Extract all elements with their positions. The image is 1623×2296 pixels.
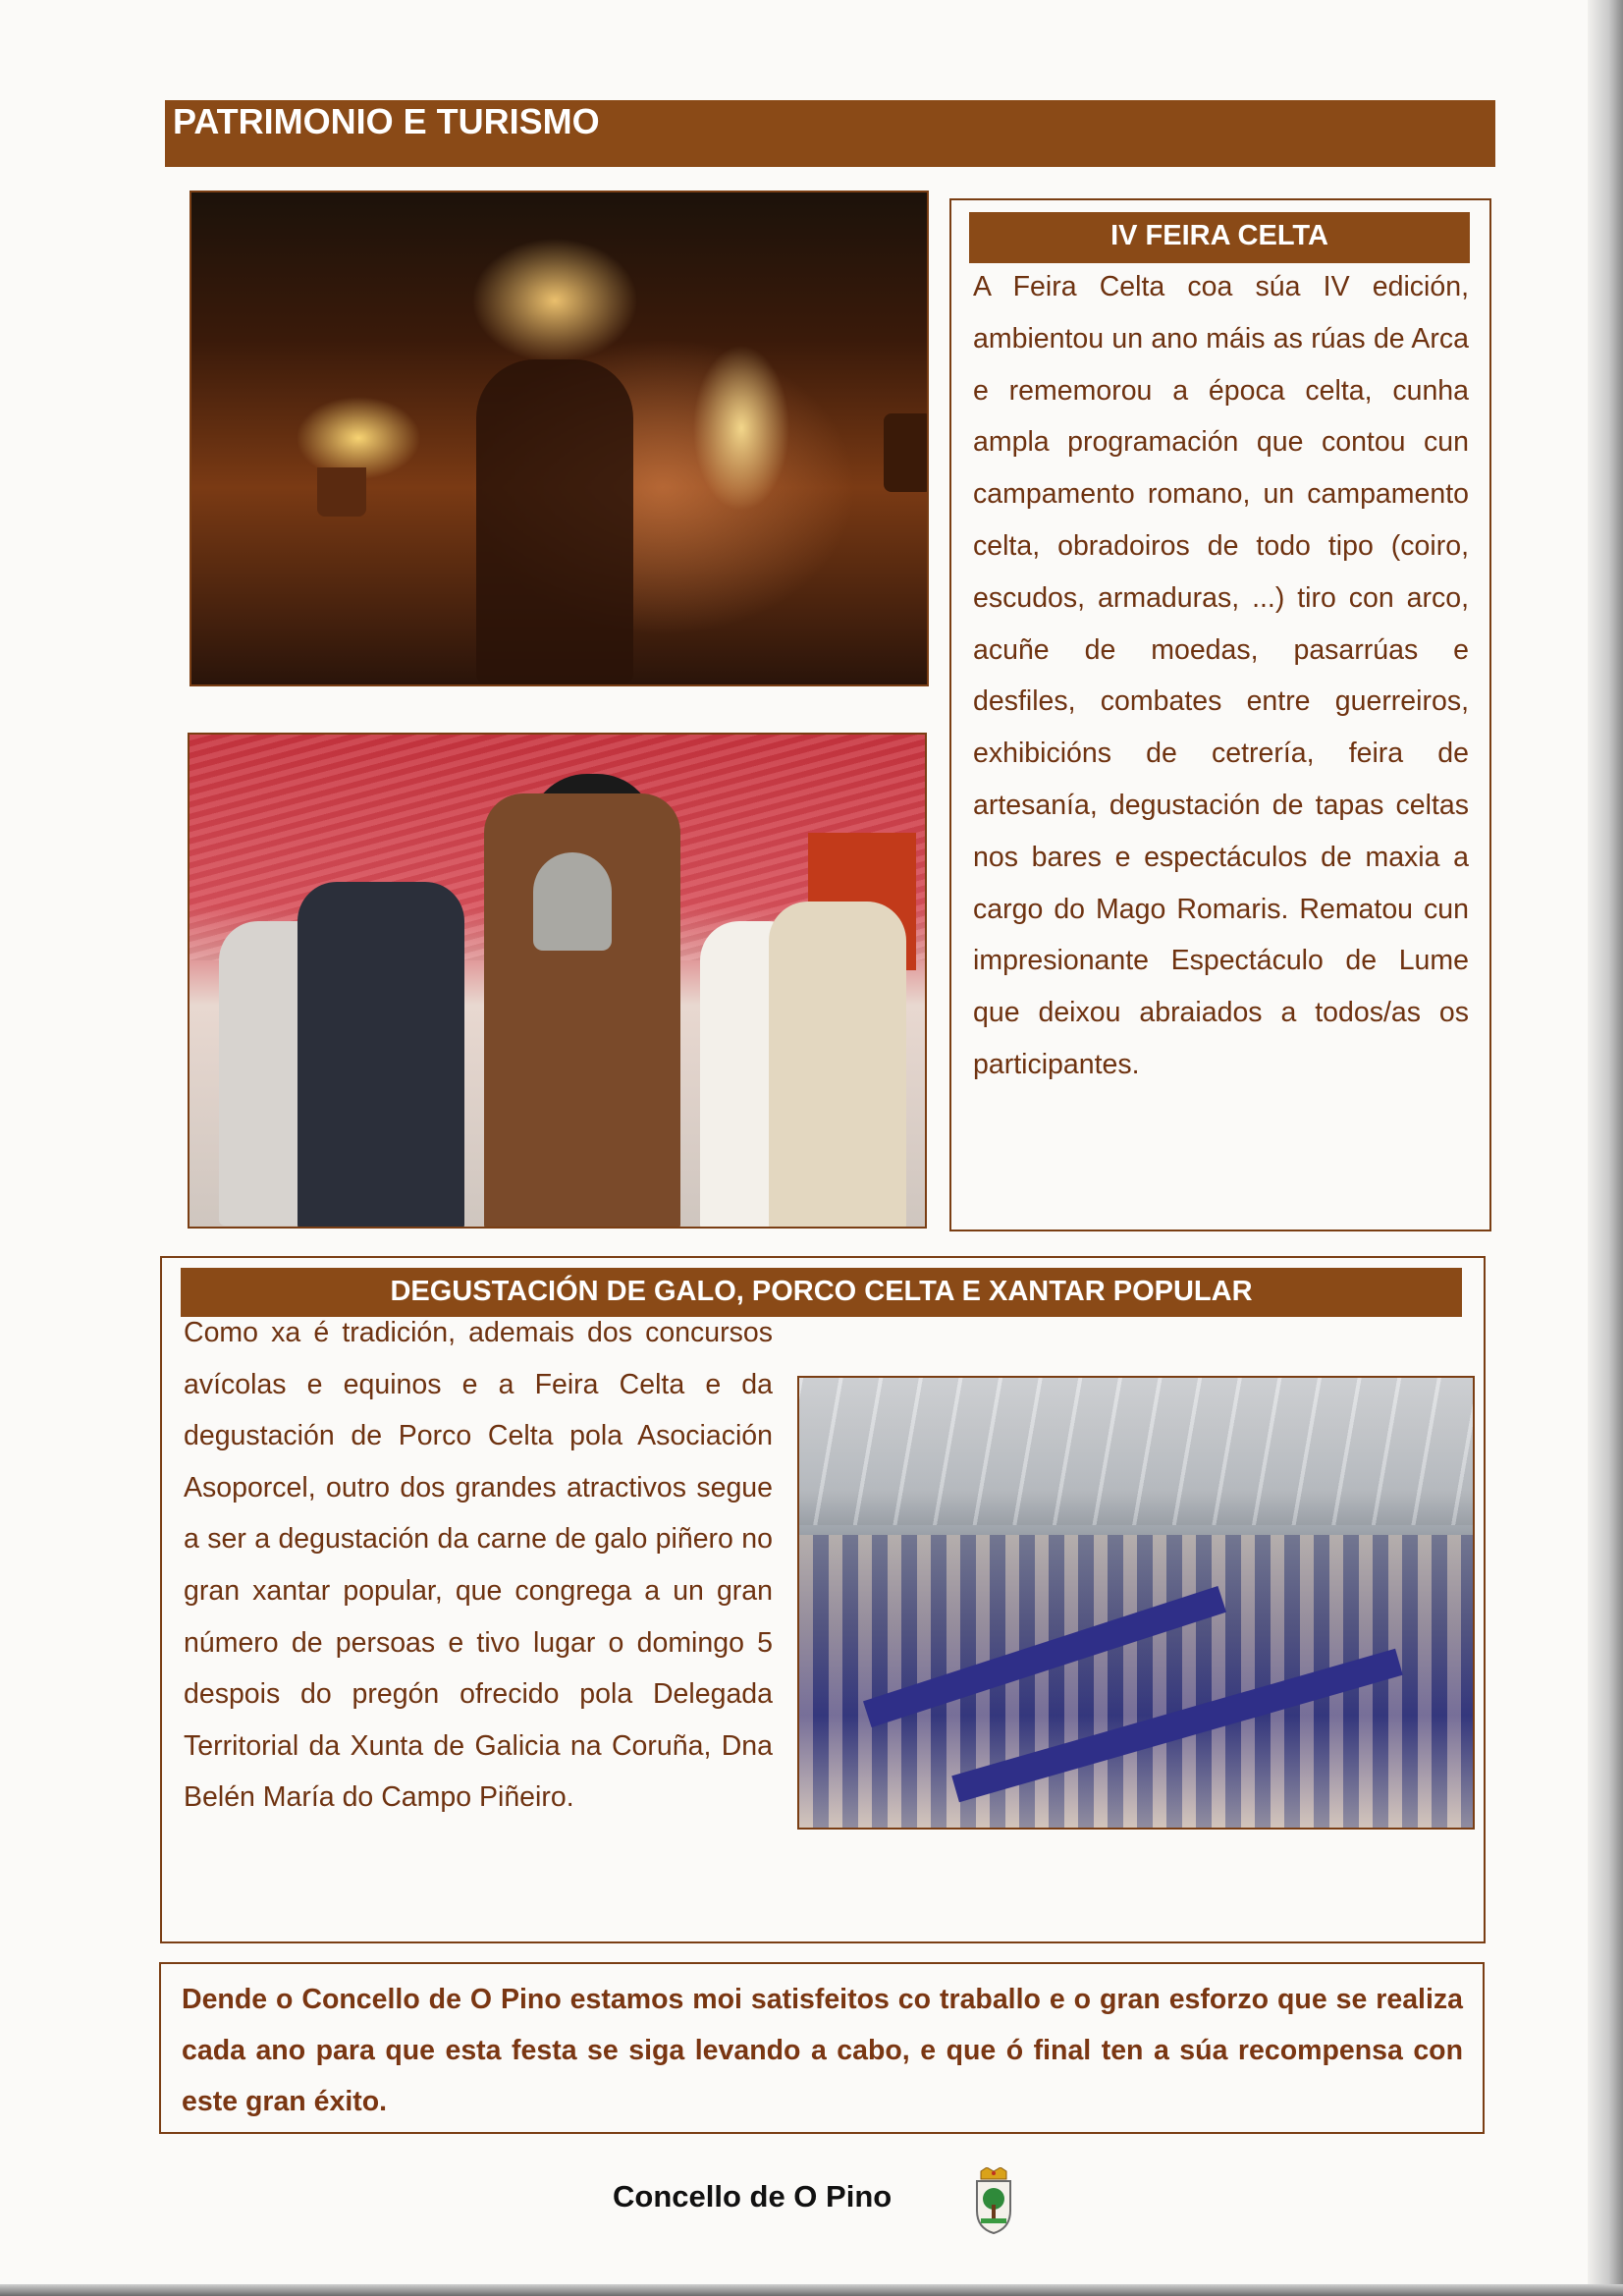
torch-left <box>317 467 366 517</box>
feira-celta-title: IV FEIRA CELTA <box>969 212 1470 263</box>
closing-box <box>159 1962 1485 2134</box>
municipal-crest-icon <box>973 2167 1014 2234</box>
fire-performance-photo <box>189 191 929 686</box>
popular-banquet-photo <box>797 1376 1475 1830</box>
footer-municipality: Concello de O Pino <box>613 2179 893 2214</box>
degustacion-title: DEGUSTACIÓN DE GALO, PORCO CELTA E XANTAR POPULAR <box>181 1268 1462 1317</box>
torch-right <box>884 413 929 492</box>
section-title: PATRIMONIO E TURISMO <box>165 100 1495 167</box>
person <box>298 882 464 1229</box>
person <box>769 902 906 1229</box>
feira-celta-box <box>949 198 1491 1231</box>
roman-helmet <box>533 852 612 951</box>
pavilion-roof <box>799 1378 1473 1525</box>
page-edge-shadow <box>1588 0 1623 2296</box>
page-bottom-edge <box>0 2284 1623 2296</box>
celtic-fair-visitors-photo <box>188 733 927 1229</box>
performer-silhouette <box>476 359 633 683</box>
closing-text: Dende o Concello de O Pino estamos moi satisfeitos co traballo e o gran esforzo que se realiza cada ano para que esta festa se siga levando a cabo, e que ó final ten a súa recompensa con este gran éxito. <box>182 1984 1463 2117</box>
degustacion-text: Como xa é tradición, ademais dos concursos avícolas e equinos e a Feira Celta e da degustación de Porco Celta pola Asociación Asoporcel, outro dos grandes atractivos segue a ser a degustación da carne de galo piñero no gran xantar popular, que congrega a un gran número de persoas e tivo lugar o domingo 5 despois do pregón ofrecido pola Delegada Territorial da Xunta de Galicia na Coruña, Dna Belén María do Campo Piñeiro. <box>184 1317 773 1814</box>
feira-celta-text: A Feira Celta coa súa IV edición, ambientou un ano máis as rúas de Arca e rememorou a época celta, cunha ampla programación que contou cun campamento romano, un campamento celta, obradoiros de todo tipo (coiro, escudos, armaduras, ...) tiro con arco, acuñe de moedas, pasarrúas e desfiles, combates entre guerreiros, exhibicións de cetrería, feira de artesanía, degustación de tapas celtas nos bares e espectáculos de maxia a cargo do Mago Romaris. Rematou cun impresionante Espectáculo de Lume que deixou abraiados a todos/as os participantes. <box>973 271 1469 1080</box>
